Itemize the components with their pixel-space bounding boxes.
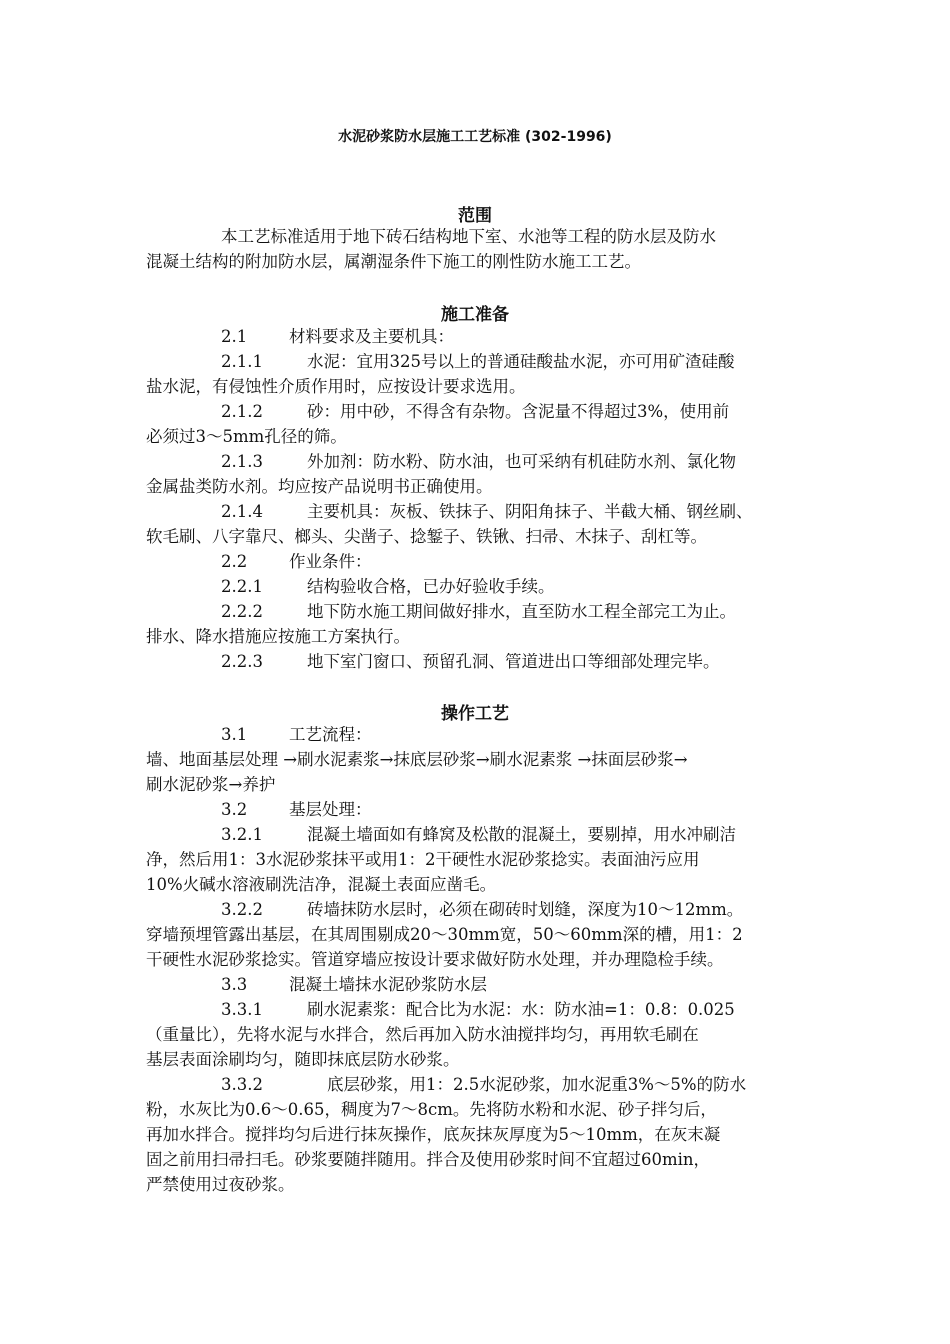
clause-text: 粉，水灰比为0.6～0.65，稠度为7～8cm。先将防水粉和水泥、砂子拌匀后，: [146, 1100, 717, 1119]
clause-text: 作业条件：: [289, 552, 372, 571]
clause-line: [146, 822, 826, 847]
clause-line: [146, 649, 826, 674]
clause-line: [146, 797, 826, 822]
clause-text: 软毛刷、八字靠尺、榔头、尖凿子、捻錾子、铁锹、扫帚、木抹子、刮杠等。: [146, 527, 707, 546]
clause-number: 2.1.1: [221, 352, 263, 371]
clause-number: 3.3.1: [221, 1000, 263, 1019]
clause-number: 2.1: [221, 327, 248, 346]
clause-line: [146, 449, 826, 474]
clause-text: 干硬性水泥砂浆捻实。管道穿墙应按设计要求做好防水处理，并办理隐检手续。: [146, 950, 724, 969]
clause-text: 穿墙预埋管露出基层，在其周围剔成20～30mm宽，50～60mm深的槽，用1：2: [146, 925, 743, 944]
clause-line: [146, 399, 826, 424]
clause-text: 刷水泥素浆：配合比为水泥：水：防水油=1：0.8：0.025: [307, 1000, 735, 1019]
clause-number: 3.2.1: [221, 825, 263, 844]
clause-line: [146, 499, 826, 524]
scope-line: 本工艺标准适用于地下砖石结构地下室、水池等工程的防水层及防水: [221, 227, 716, 246]
clause-line: [146, 972, 826, 997]
clause-number: 3.2: [221, 800, 248, 819]
clause-line: [146, 599, 826, 624]
heading-ops: 操作工艺: [441, 704, 509, 724]
clause-number: 2.2.1: [221, 577, 263, 596]
clause-text: 底层砂浆，用1：2.5水泥砂浆，加水泥重3%～5%的防水: [327, 1075, 747, 1094]
clause-text: 固之前用扫帚扫毛。砂浆要随拌随用。拌合及使用砂浆时间不宜超过60min，: [146, 1150, 711, 1169]
scope-paragraph: [146, 224, 826, 274]
clause-line: [146, 549, 826, 574]
clause-text: 净，然后用1：3水泥砂浆抹平或用1：2干硬性水泥砂浆捻实。表面油污应用: [146, 850, 700, 869]
clause-text: 混凝土墙抹水泥砂浆防水层: [289, 975, 487, 994]
process-flow-line: 墙、地面基层处理 →刷水泥素浆→抹底层砂浆→刷水泥素浆 →抹面层砂浆→: [146, 750, 688, 769]
clause-text: 必须过3～5mm孔径的筛。: [146, 427, 347, 446]
prep-body: [146, 324, 826, 674]
scope-line: 混凝土结构的附加防水层，属潮湿条件下施工的刚性防水施工工艺。: [146, 252, 641, 271]
clause-text: 盐水泥，有侵蚀性介质作用时，应按设计要求选用。: [146, 377, 526, 396]
clause-text: 砂：用中砂，不得含有杂物。含泥量不得超过3%，使用前: [307, 402, 730, 421]
clause-number: 3.3: [221, 975, 248, 994]
clause-text: 地下室门窗口、预留孔洞、管道进出口等细部处理完毕。: [307, 652, 720, 671]
clause-text: 水泥：宜用325号以上的普通硅酸盐水泥，亦可用矿渣硅酸: [307, 352, 735, 371]
heading-prep: 施工准备: [441, 305, 509, 325]
clause-number: 2.1.4: [221, 502, 263, 521]
clause-text: 地下防水施工期间做好排水，直至防水工程全部完工为止。: [307, 602, 736, 621]
clause-text: （重量比），先将水泥与水拌合，然后再加入防水油搅拌均匀，再用软毛刷在: [146, 1025, 699, 1044]
clause-text: 材料要求及主要机具：: [289, 327, 454, 346]
clause-text: 基层处理：: [289, 800, 372, 819]
clause-line: [146, 722, 826, 747]
clause-line: [146, 574, 826, 599]
heading-scope: 范围: [458, 206, 492, 226]
ops-body: [146, 722, 826, 1197]
clause-text: 外加剂：防水粉、防水油，也可采纳有机硅防水剂、氯化物: [307, 452, 736, 471]
clause-text: 工艺流程：: [289, 725, 372, 744]
process-flow-line: 刷水泥砂浆→养护: [146, 775, 276, 794]
clause-number: 3.2.2: [221, 900, 263, 919]
clause-text: 金属盐类防水剂。均应按产品说明书正确使用。: [146, 477, 493, 496]
clause-text: 基层表面涂刷均匀，随即抹底层防水砂浆。: [146, 1050, 460, 1069]
clause-line: [146, 997, 826, 1022]
clause-text: 结构验收合格，已办好验收手续。: [307, 577, 555, 596]
clause-number: 2.2.3: [221, 652, 263, 671]
clause-text: 严禁使用过夜砂浆。: [146, 1175, 295, 1194]
clause-line: [146, 324, 826, 349]
clause-number: 3.3.2: [221, 1075, 263, 1094]
clause-line: [146, 1072, 826, 1097]
clause-text: 排水、降水措施应按施工方案执行。: [146, 627, 410, 646]
clause-text: 混凝土墙面如有蜂窝及松散的混凝土，要剔掉，用水冲刷洁: [307, 825, 736, 844]
clause-text: 砖墙抹防水层时，必须在砌砖时划缝，深度为10～12mm。: [307, 900, 744, 919]
clause-text: 再加水拌合。搅拌均匀后进行抹灰操作，底灰抹灰厚度为5～10mm，在灰末凝: [146, 1125, 721, 1144]
clause-number: 3.1: [221, 725, 248, 744]
clause-number: 2.1.2: [221, 402, 263, 421]
clause-text: 10%火碱水溶液刷洗洁净，混凝土表面应凿毛。: [146, 875, 497, 894]
clause-number: 2.2: [221, 552, 248, 571]
document-title: 水泥砂浆防水层施工工艺标准 (302-1996): [338, 129, 612, 145]
clause-text: 主要机具：灰板、铁抹子、阴阳角抹子、半截大桶、钢丝刷、: [307, 502, 753, 521]
clause-line: [146, 897, 826, 922]
clause-number: 2.2.2: [221, 602, 263, 621]
clause-line: [146, 349, 826, 374]
clause-number: 2.1.3: [221, 452, 263, 471]
